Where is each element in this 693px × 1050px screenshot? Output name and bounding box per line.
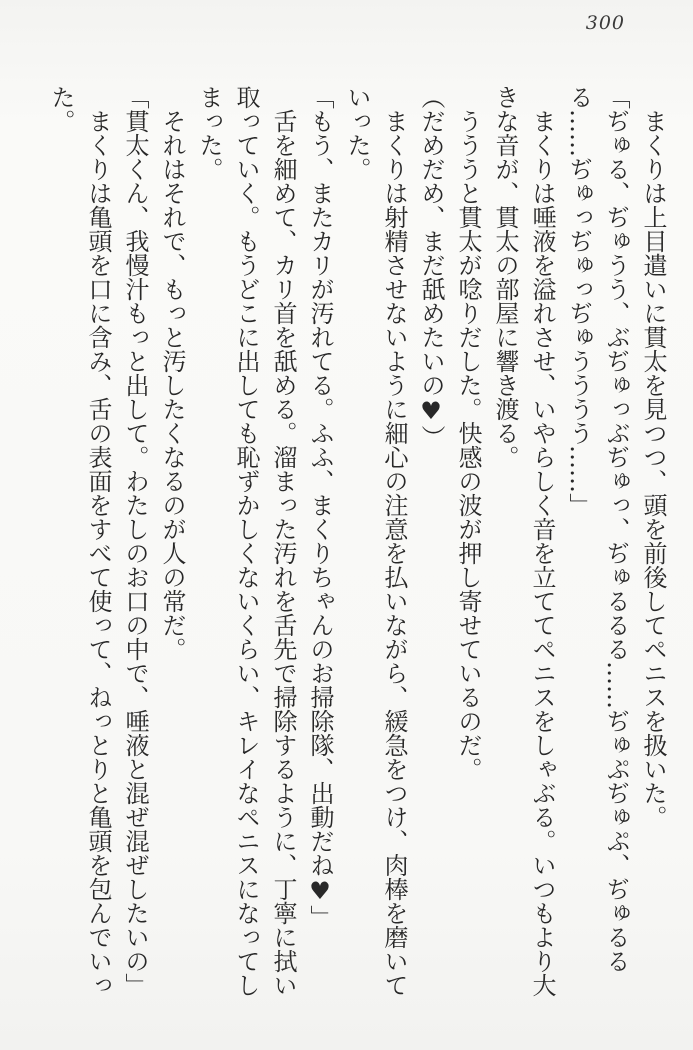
text-line: うううと貫太が唸りだした。快感の波が押し寄せているのだ。 — [454, 109, 482, 781]
text-line: （だめだめ、まだ舐めたいの♥） — [417, 85, 445, 449]
text-line: まくりは射精させないように細心の注意を払いながら、緩急をつけ、肉棒を磨いて — [380, 109, 408, 997]
text-line: 「もう、またカリが汚れてる。ふふ、まくりちゃんのお掃除隊、出動だね♥」 — [306, 85, 334, 929]
text-line: 取っていく。もうどこに出しても恥ずかしくないくらい、キレイなペニスになってし — [232, 85, 260, 997]
text-line: る……ぢゅっぢゅっぢゅうううう……」 — [565, 85, 593, 517]
text-line: まくりは上目遣いに貫太を見つつ、頭を前後してペニスを扱いた。 — [639, 109, 667, 829]
text-line: た。 — [47, 85, 75, 133]
text-line: きな音が、貫太の部屋に響き渡る。 — [491, 85, 519, 469]
text-line: 「貫太くん、我慢汁もっと出して。わたしのお口の中で、唾液と混ぜ混ぜしたいの」 — [121, 85, 149, 997]
text-line: まくりは亀頭を口に含み、舌の表面をすべて使って、ねっとりと亀頭を包んでいっ — [84, 109, 112, 997]
text-line: それはそれで、もっと汚したくなるのが人の常だ。 — [158, 109, 186, 661]
text-line: まった。 — [195, 85, 223, 181]
text-line: いった。 — [343, 85, 371, 181]
page-number: 300 — [585, 12, 625, 34]
text-line: 舌を細めて、カリ首を舐める。溜まった汚れを舌先で掃除するように、丁寧に拭い — [269, 109, 297, 997]
text-body — [42, 85, 671, 1035]
text-line: 「ぢゅる、ぢゅうう、ぶぢゅっぶぢゅっ、ぢゅるるる……ぢゅぷぢゅぷ、ぢゅるる — [602, 85, 630, 973]
text-line: まくりは唾液を溢れさせ、いやらしく音を立ててペニスをしゃぶる。いつもより大 — [528, 109, 556, 997]
